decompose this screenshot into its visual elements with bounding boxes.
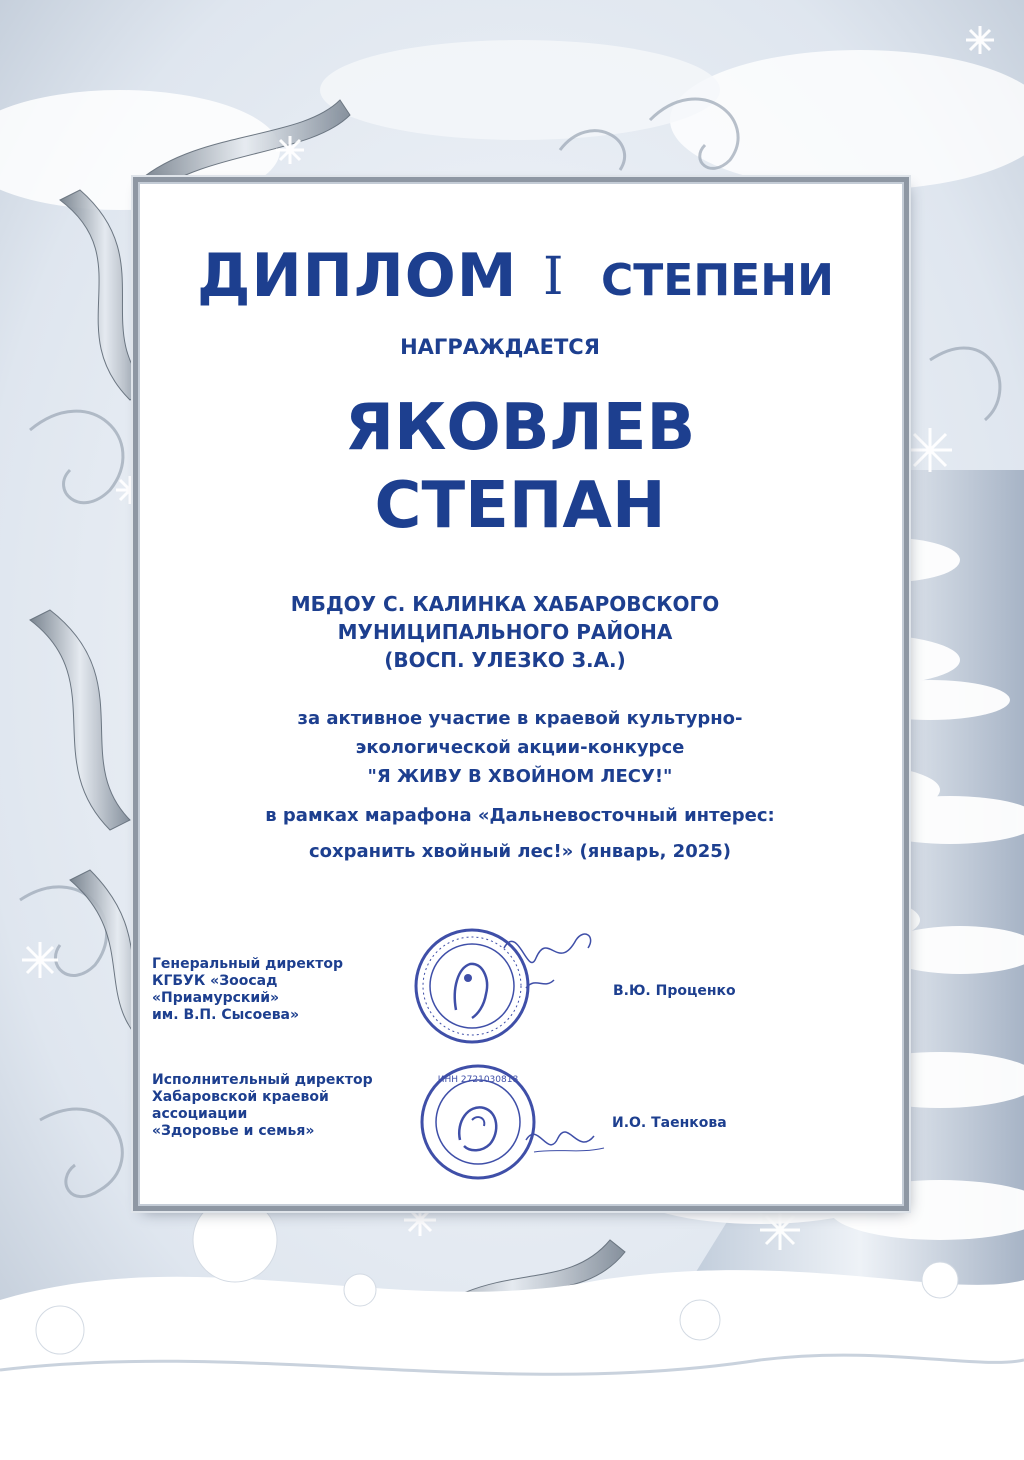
position-line: «Здоровье и семья» bbox=[152, 1123, 315, 1139]
title-word: ДИПЛОМ bbox=[197, 241, 518, 311]
position-line: им. В.П. Сысоева» bbox=[152, 1007, 300, 1023]
position-line: «Приамурский» bbox=[152, 990, 280, 1006]
stamp-2-inn: ИНН 2721030818 bbox=[437, 1075, 519, 1085]
position-line: КГБУК «Зоосад bbox=[152, 973, 278, 989]
reason-line: экологической акции-конкурсе bbox=[355, 737, 685, 758]
org-line: МУНИЦИПАЛЬНОГО РАЙОНА bbox=[337, 620, 673, 644]
signatory-1-name: В.Ю. Проценко bbox=[613, 983, 736, 999]
signatory-2-position bbox=[152, 1072, 373, 1140]
position-line: Исполнительный директор bbox=[152, 1072, 373, 1088]
position-line: ассоциации bbox=[152, 1106, 248, 1122]
recipient-surname: ЯКОВЛЕВ bbox=[344, 391, 696, 465]
reason-line: за активное участие в краевой культурно- bbox=[297, 708, 743, 729]
position-line: Хабаровской краевой bbox=[152, 1089, 329, 1105]
title-roman-numeral: I bbox=[543, 247, 564, 307]
awarded-label: НАГРАЖДАЕТСЯ bbox=[400, 335, 600, 359]
signatory-1-position bbox=[152, 956, 343, 1024]
diploma-title bbox=[175, 236, 865, 316]
stamp-1-signature-icon bbox=[408, 918, 608, 1058]
stamp-2-signature-icon bbox=[408, 1060, 618, 1190]
reason-line: "Я ЖИВУ В ХВОЙНОМ ЛЕСУ!" bbox=[367, 766, 673, 787]
recipient-first-name: СТЕПАН bbox=[374, 469, 666, 543]
org-line: (ВОСП. УЛЕЗКО З.А.) bbox=[384, 648, 626, 672]
org-line: МБДОУ С. КАЛИНКА ХАБАРОВСКОГО bbox=[290, 592, 720, 616]
position-line: Генеральный директор bbox=[152, 956, 344, 972]
signatory-2-name: И.О. Таенкова bbox=[612, 1115, 727, 1131]
title-degree: СТЕПЕНИ bbox=[601, 255, 834, 306]
reason-line: в рамках марафона «Дальневосточный интерес: bbox=[265, 805, 775, 826]
reason-line: сохранить хвойный лес!» (январь, 2025) bbox=[309, 841, 731, 862]
